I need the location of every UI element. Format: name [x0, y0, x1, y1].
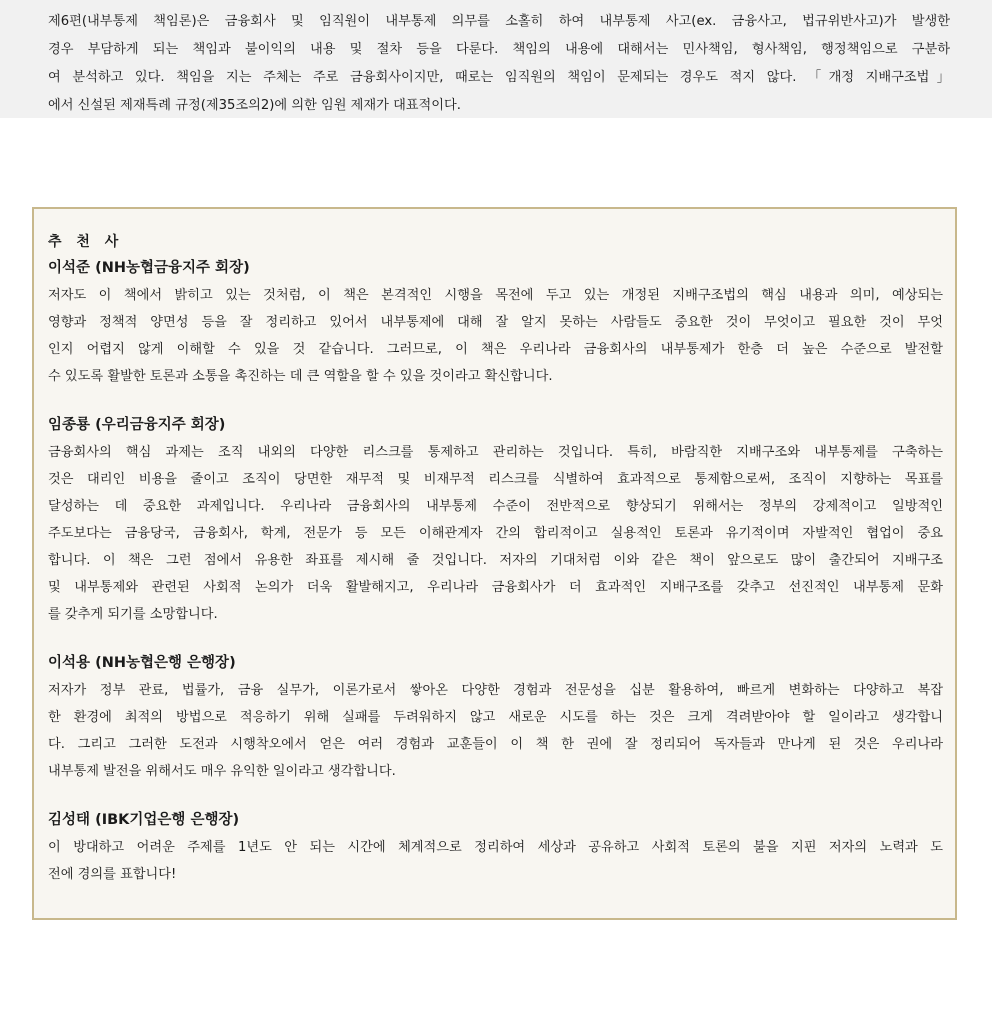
- recommendation-line: 것은 대리인 비용을 줄이고 조직이 당면한 재무적 및 비재무적 리스크를 식별하여 효과적으로 통제함으로써, 조직이 지향하는 목표를: [48, 472, 943, 487]
- recommendation-line: 영향과 정책적 양면성 등을 잘 정리하고 있어서 내부통제에 대해 잘 알지 못하는 사람들도 중요한 것이 무엇이고 필요한 것이 무엇: [48, 315, 943, 330]
- recommendation-section: [48, 412, 943, 628]
- recommendation-line: 를 갖추게 되기를 소망합니다.: [48, 607, 218, 622]
- recommendation-line: 한 환경에 최적의 방법으로 적응하기 위해 실패를 두려워하지 않고 새로운 시도를 하는 것은 크게 격려받아야 할 일이라고 생각합니: [48, 710, 943, 725]
- recommendation-line: 합니다. 이 책은 그런 점에서 유용한 좌표를 제시해 줄 것입니다. 저자의 기대처럼 이와 같은 책이 앞으로도 많이 출간되어 지배구조: [48, 553, 943, 568]
- recommendation-line: 저자도 이 책에서 밝히고 있는 것처럼, 이 책은 본격적인 시행을 목전에 두고 있는 개정된 지배구조법의 핵심 내용과 의미, 예상되는: [48, 288, 943, 303]
- recommendation-box: [32, 207, 957, 920]
- intro-line: 경우 부담하게 되는 책임과 불이익의 내용 및 절차 등을 다룬다. 책임의 내용에 대해서는 민사책임, 형사책임, 행정책임으로 구분하: [48, 42, 950, 57]
- recommendation-section: [48, 255, 943, 390]
- recommendation-line: 주도보다는 금융당국, 금융회사, 학계, 전문가 등 모든 이해관계자 간의 합리적이고 실용적인 토론과 유기적이며 자발적인 협업이 중요: [48, 526, 943, 541]
- recommendation-line: 및 내부통제와 관련된 사회적 논의가 더욱 활발해지고, 우리나라 금융회사가 더 효과적인 지배구조를 갖추고 선진적인 내부통제 문화: [48, 580, 943, 595]
- recommendation-line: 저자가 정부 관료, 법률가, 금융 실무가, 이론가로서 쌓아온 다양한 경험과 전문성을 십분 활용하여, 빠르게 변화하는 다양하고 복잡: [48, 683, 943, 698]
- intro-line: 제6편(내부통제 책임론)은 금융회사 및 임직원이 내부통제 의무를 소홀히 하여 내부통제 사고(ex. 금융사고, 법규위반사고)가 발생한: [48, 14, 950, 29]
- recommendation-line: 수 있도록 활발한 토론과 소통을 촉진하는 데 큰 역할을 할 수 있을 것이라고 확신합니다.: [48, 369, 553, 384]
- recommendation-line: 다. 그리고 그러한 도전과 시행착오에서 얻은 여러 경험과 교훈들이 이 책 한 권에 잘 정리되어 독자들과 만나게 된 것은 우리나라: [48, 737, 943, 752]
- recommendation-section: [48, 807, 943, 888]
- recommender-name: 김성태 (IBK기업은행 은행장): [48, 812, 240, 828]
- recommendation-section: [48, 650, 943, 785]
- recommender-name: 임종룡 (우리금융지주 회장): [48, 417, 226, 433]
- recommendation-heading: 추 천 사: [48, 234, 124, 250]
- recommendation-line: 전에 경의를 표합니다!: [48, 867, 177, 882]
- recommendation-line: 인지 어렵지 않게 이해할 수 있을 것 같습니다. 그러므로, 이 책은 우리나라 금융회사의 내부통제가 한층 더 높은 수준으로 발전할: [48, 342, 943, 357]
- intro-line: 여 분석하고 있다. 책임을 지는 주체는 주로 금융회사이지만, 때로는 임직원의 책임이 문제되는 경우도 적지 않다. 「개정 지배구조법」: [48, 70, 950, 85]
- intro-paragraph: [0, 0, 992, 118]
- recommendation-line: 이 방대하고 어려운 주제를 1년도 안 되는 시간에 체계적으로 정리하여 세상과 공유하고 사회적 토론의 불을 지핀 저자의 노력과 도: [48, 840, 943, 855]
- recommender-name: 이석용 (NH농협은행 은행장): [48, 655, 236, 671]
- recommender-name: 이석준 (NH농협금융지주 회장): [48, 260, 250, 276]
- recommendation-line: 내부통제 발전을 위해서도 매우 유익한 일이라고 생각합니다.: [48, 764, 396, 779]
- recommendation-line: 금융회사의 핵심 과제는 조직 내외의 다양한 리스크를 통제하고 관리하는 것입니다. 특히, 바람직한 지배구조와 내부통제를 구축하는: [48, 445, 943, 460]
- intro-line: 에서 신설된 제재특례 규정(제35조의2)에 의한 임원 제재가 대표적이다.: [48, 98, 461, 113]
- recommendation-line: 달성하는 데 중요한 과제입니다. 우리나라 금융회사의 내부통제 수준이 전반적으로 향상되기 위해서는 정부의 강제적이고 일방적인: [48, 499, 943, 514]
